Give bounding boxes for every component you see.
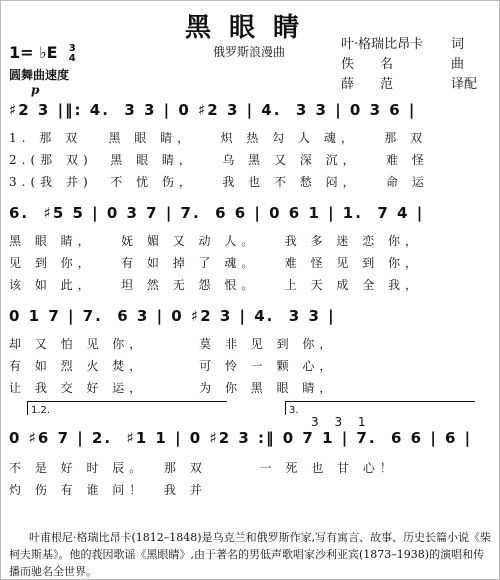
lyrics-line-4-verse-1: 不 是 好 时 辰。 那 双 一 死 也 甘 心！ — [9, 461, 397, 475]
credits — [341, 35, 491, 95]
credit-composer: 佚 名 曲 — [341, 57, 465, 72]
third-ending-label: 3. — [289, 405, 299, 416]
key-label: 1= ♭E — [9, 43, 58, 62]
dynamic-marking: p — [31, 83, 40, 97]
lyrics-line-3-verse-3: 让 我 交 好 运， 为 你 黑 眼 睛， — [9, 381, 337, 395]
lyrics-line-4-verse-2: 灼 伤 有 谁 问！ 我 并 — [9, 483, 207, 497]
notes-text: 0 ♯6 7 | 2. ♯1 1 | 0 ♯2 3 :‖ 0 7 1 | 7. 6 6 | 6 | — [9, 429, 473, 447]
time-top: 3 — [68, 42, 76, 54]
lyrics-line-3-verse-2: 有 如 烈 火 焚， 可 怜 一 颗 心， — [9, 359, 337, 373]
first-ending-bracket — [27, 401, 227, 402]
first-ending-label: 1.2. — [31, 405, 51, 416]
first-ending-bracket-side — [27, 401, 28, 415]
subtitle: 俄罗斯浪漫曲 — [213, 45, 286, 59]
third-ending-overlay-notes: 3 3 1 — [311, 415, 372, 429]
time-signature — [69, 44, 76, 64]
lyrics-line-1-verse-3: 3.(我 并) 不 忧 伤， 我 也 不 愁 闷， 命 运 — [9, 175, 429, 189]
lyrics-line-2-verse-2: 见 到 你， 有 如 掉 了 魂。 难 怪 见 到 你， — [9, 256, 423, 270]
tempo-marking: 圆舞曲速度 — [9, 67, 70, 82]
lyrics-line-3-verse-1: 却 又 怕 见 你， 莫 非 见 到 你， — [9, 337, 337, 351]
notes-text: 0 1 7 | 7. 6 3 | 0 ♯2 3 | 4. 3 3 | — [9, 307, 336, 325]
notes-text: 6. ♯5 5 | 0 3 7 | 7. 6 6 | 0 6 1 | 1. 7 4 | — [9, 204, 425, 222]
lyrics-line-2-verse-1: 黑 眼 睛， 妩 媚 又 动 人。 我 多 迷 恋 你， — [9, 234, 423, 248]
key-signature-block — [9, 43, 76, 83]
lyrics-line-1-verse-2: 2.(那 双) 黑 眼 睛， 乌 黑 又 深 沉， 难 怪 — [9, 153, 429, 167]
lyrics-line-1-verse-1: 1. 那 双 黑 眼 睛， 炽 热 勾 人 魂， 那 双 — [9, 131, 428, 145]
notation-line-2 — [9, 204, 493, 228]
third-ending-bracket-side — [285, 401, 286, 415]
footer-note: 叶甫根尼·格瑞比昂卡(1812–1848)是乌克兰和俄罗斯作家,写有寓言、故事、历史长篇小说《柴柯夫斯基》。他的莪因歌谣《黑眼睛》,由于著名的男低声歌唱家沙利亚宾(1873–1938)的演唱和传播而驰名全世界。 — [9, 531, 492, 578]
notes-text: ♯2 3 |‖: 4. 3 3 | 0 ♯2 3 | 4. 3 3 | 0 3 6 | — [9, 101, 417, 119]
notation-line-3 — [9, 307, 493, 331]
third-ending-bracket — [285, 401, 475, 402]
credit-lyricist: 叶·格瑞比昂卡 词 — [341, 37, 465, 52]
credit-translator: 薛 范 译配 — [341, 77, 478, 92]
notation-line-1 — [9, 101, 493, 125]
song-title: 黑眼睛 — [184, 13, 317, 43]
notation-line-4 — [9, 429, 493, 453]
lyrics-line-2-verse-3: 该 如 此， 坦 然 无 怨 恨。 上 天 成 全 我， — [9, 278, 423, 292]
time-bottom: 4 — [68, 52, 76, 64]
